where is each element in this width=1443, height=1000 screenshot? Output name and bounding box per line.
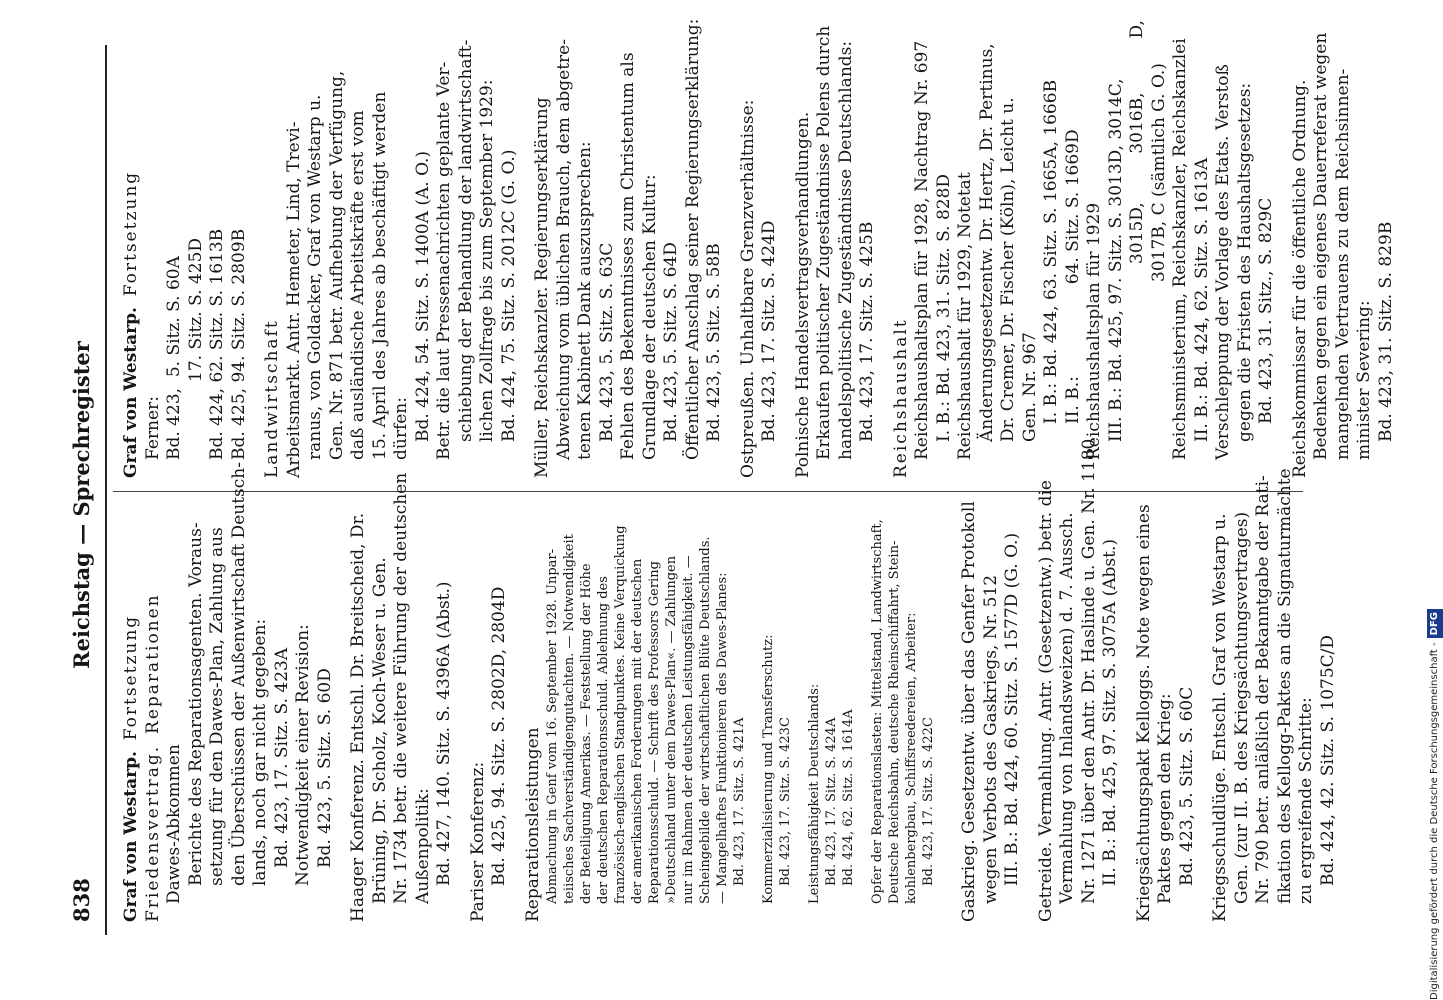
reference: I. B.: Bd. 424, 63. Sitz. S. 1665A, 1666B [1041,79,1061,424]
text-line: Reichshaushalt für 1929, Notetat [955,172,975,460]
reference: Bd. 424, 54. Sitz. S. 1400A (A. O.) [412,150,433,442]
reference: Bd. 424, 42. Sitz. S. 1075C/D [1317,634,1338,886]
reference: II. B.: 64. Sitz. S. 1669D [1062,129,1083,424]
entry-name: Graf von Westarp. [121,751,141,922]
text-line: Brüning, Dr. Scholz, Koch-Weser u. Gen. [369,557,390,904]
running-title: Reichstag — Sprechregister [69,341,94,669]
text-line: französisch-englischen Standpunktes. Keine Verquickung [613,525,628,904]
text-line: — Mangelhaftes Funktionieren des Dawes-Planes: [715,572,730,904]
sub-topic: Pariser Konferenz: [467,761,488,922]
text-line: minister Severing: [1354,300,1374,460]
reference: II. B.: Bd. 424, 62. Sitz. S. 1613A [1191,157,1212,442]
reference: Bd. 424, 62. Sitz. S. 1614A [841,709,856,886]
text-line: Verschleppung der Vorlage des Etats. Verstoß [1213,64,1233,460]
text-line: Arbeitsmarkt. Antr. Hemeter, Lind, Trevi- [283,121,304,478]
text-line: schiebung der Behandlung der landwirtschaft- [455,39,476,442]
mueller-entry [532,18,726,478]
text-line: wegen Verbots des Gaskriegs, Nr. 512 [980,574,1001,904]
text-line: teiisches Sachverständigengutachten. — Notwendigkeit [562,534,577,904]
text-line: Fehlen des Bekenntnisses zum Christentum als [618,52,638,460]
text-line: lichen Zollfrage bis zum September 1929: [477,79,497,442]
reference: 17. Sitz. S. 425D [185,237,206,382]
text-line: Abweichung vom üblichen Brauch, dem abgetre- [553,39,574,460]
reference: Bd. 423, 17. Sitz. S. 424D [759,220,779,442]
reference: Bd. 423, 5. Sitz. S. 58B [704,243,724,442]
text-line: nur im Rahmen der deutschen Leistungsfähigkeit. — [681,555,696,904]
sub-topic: Reichshaushalt [890,318,911,478]
text-line: Scheingebilde der wirtschaftlichen Blüte Deutschlands. [698,536,713,904]
text-line: Getreide. Vermahlung. Antr. (Gesetzentw.) betr. die [1035,480,1056,922]
running-head [65,50,105,960]
kriegsschuld-entry [1210,468,1339,922]
text-line: lands, noch gar nicht gegeben: [250,618,270,886]
ostpreussen-entry [738,54,781,478]
sub-topic: Reparationsleistungen [522,727,543,922]
header-rule [105,45,107,935]
reference: Bd. 424, 62. Sitz. S. 1613B [207,228,227,460]
text-line: Gen. Nr. 967 [1019,332,1040,442]
text-line: Deutsche Reichsbahn, deutsche Rheinschiffahrt, Stein- [887,540,902,904]
reference: Bd. 423, 17. Sitz. S. 423C [778,717,793,886]
text-line: Reparationsschuld. — Schrift des Professors Gering [647,561,662,904]
text-line: Reichsministerium, Reichskanzler, Reichskanzlei [1170,38,1190,460]
reference: Bd. 423, 31. Sitz., S. 829C [1256,197,1276,424]
text-line: der amerikanischen Forderungen mit der deutschen [630,558,645,904]
landwirtschaft-text [283,39,521,478]
text-line: Paktes gegen den Krieg: [1155,693,1175,904]
reichskommissar-entry [1289,32,1398,478]
reference: Bd. 423, 5. Sitz. S. 60D [314,668,335,868]
text-line: Erkaufen politischer Zugeständnisse Polens durch [814,25,834,460]
text-line: gegen die Fristen des Haushaltsgesetzes: [1234,82,1255,442]
subject-heading: Friedensvertrag. [142,744,163,922]
text-line: zu ergreifende Schritte: [1296,697,1316,904]
text-line: ranus, von Goldacker, Graf von Westarp u. [305,94,325,460]
column-divider [113,491,1303,492]
text-line: handelspolitische Zugeständnisse Deutschlands: [835,40,856,460]
continuation-label: Fortsetzung [121,170,141,297]
reference: Bd. 423, 5. Sitz. S. 60C [1176,686,1197,886]
kellogg-entry [1134,498,1199,922]
text-line: mangelnden Vertrauens zu dem Reichsinnen- [1332,68,1353,460]
left-column [121,438,1339,922]
text-line: »Deutschland unter dem Dawes-Plan«. — Zahlungen [664,555,679,904]
sub-topic: Notwendigkeit einer Revision: [293,624,313,886]
text-line: kohlenbergbau, Schiffsreedereien, Arbeiter: [904,612,919,904]
reference: Bd. 424, 75. Sitz. S. 2012C (G. O.) [498,149,519,442]
text-line: den Überschüssen der Außenwirtschaft Deutsch- [228,462,249,886]
sub-topic: Leistungsfähigkeit Deutschlands: [807,683,822,904]
sidenote-text: Digitalisierung gefördert durch die Deutsche Forschungsgemeinschaft - [1429,642,1440,1000]
reference: Bd. 425, 94. Sitz. S. 2802D, 2804D [489,586,509,886]
polnische-entry [792,25,879,478]
sub-topic: Ferner: [142,396,163,460]
dfg-logo: DFG [1427,609,1443,638]
reference: Bd. 423, 17. Sitz. S. 421A [732,717,747,886]
continuation-label: Fortsetzung [121,614,141,741]
reference: Bd. 427, 140. Sitz. S. 4396A (Abst.) [434,581,454,886]
text-line: dürfen: [391,397,411,460]
getreide-entry [1035,438,1122,922]
digitization-sidenote [1413,10,1440,1000]
page-number: 838 [69,878,94,922]
reference: Bd. 423, 17. Sitz. S. 424A [824,717,839,886]
reichshaushalt-entry [890,20,1278,478]
text-line: Berichte des Reparationsagenten. Voraus- [185,522,206,886]
reference: Bd. 423, 5. Sitz. S. 64D [661,242,681,442]
haager-entry [348,472,456,922]
entry-name: Graf von Westarp. [121,307,141,478]
text-line: Reichskommissar für die öffentliche Ordnung. [1289,79,1310,478]
text-line: Kriegsschuldlüge. Entschl. Graf von Westarp u. [1210,513,1230,922]
dawes-text [185,462,272,922]
reference: Bd. 423, 17. Sitz. S. 425B [857,221,877,442]
text-line: der deutschen Reparationsschuld. Ablehnung des [596,576,611,904]
text-line: 15. April des Jahres ab beschäftigt werden [369,91,390,460]
text-line: Reichshaushaltsplan für 1929 [1084,202,1104,460]
text-line: Dr. Cremer, Dr. Fischer (Köln), Leicht u. [998,97,1018,442]
text-line: Kriegsächtungspakt Kelloggs. Note wegen eines [1133,504,1154,922]
text-line: Betr. die laut Pressenachrichten geplante Ver- [434,61,454,460]
reference: III. B.: Bd. 424, 60. Sitz. S. 1577D (G. O.) [1002,532,1022,886]
rotated-page [65,18,1396,960]
text-line: Opfer der Reparationslasten: Mittelstand, Landwirtschaft, [870,519,885,904]
text-line: tenen Kabinett Dank auszusprechen: [575,141,595,460]
text-line: Grundlage der deutschen Kultur: [639,174,660,460]
sub-topic: Landwirtschaft [262,319,282,478]
text-line: Nr. 1271 über den Antr. Dr. Haslinde u. Gen. Nr. 1180 [1078,438,1099,904]
text-line: Außenpolitik: [412,788,433,904]
reference: Bd. 423, 31. Sitz. S. 829B [1375,221,1396,442]
reference: Bd. 423, 5. Sitz. S. 60A [164,256,184,460]
reference: 3017B, C (sämtlich G. O.) [1148,63,1169,282]
text-line: daß ausländische Arbeitskräfte erst vom [348,110,368,460]
gaskrieg-entry [959,498,1024,922]
text-line: Haager Konferenz. Entschl. Dr. Breitscheid, Dr. [348,512,368,922]
reference: III. B.: Bd. 425, 97. Sitz. S. 3013D, 3014C, [1105,78,1126,442]
text-line: Abmachung in Genf vom 16. September 1928. Unpar- [545,548,560,904]
text-line: Vermahlung von Inlandsweizen) d. 7. Aussch. [1057,512,1077,904]
text-line: Gaskrieg. Gesetzentw. über das Genfer Protokoll [959,501,979,922]
text-line: Polnische Handelsvertragsverhandlungen. [792,111,813,478]
text-line: Nr. 790 betr. anläßlich der Bekanntgabe der Rati- [1253,475,1273,904]
text-line: der Beteiligung Amerikas. — Feststellung der Höhe [579,563,594,904]
text-line: Bedenken gegen ein eigenes Dauerreferat wegen [1311,32,1331,460]
right-column [121,18,1397,478]
subject-subheading: Reparationen [142,593,163,734]
text-line: Gen. (zur II. B. des Kriegsächtungsvertrages) [1231,511,1252,904]
sub-topic: Kommerzialisierung und Transferschutz: [761,634,776,904]
reference: I. B.: Bd. 423, 31. Sitz. S. 828D [933,173,954,442]
text-line: setzung für den Dawes-Plan, Zahlung aus [207,527,227,886]
reference: II. B.: Bd. 425, 97. Sitz. S. 3075A (Abst.) [1100,539,1120,886]
reparations-text [544,498,937,922]
text-line: Änderungsgesetzentw. Dr. Hertz, Dr. Pertinus, [976,43,997,442]
reference: Bd. 423, 17. Sitz. S. 423A [271,647,292,868]
text-line: Reichshaushaltsplan für 1928, Nachtrag Nr. 697 [912,40,932,460]
text-line: fikation des Kellogg-Paktes an die Signaturmächte [1274,468,1295,904]
text-line: Gen. Nr. 871 betr. Aufhebung der Verfügung, [326,70,347,460]
reference: Bd. 423, 17. Sitz. S. 422C [921,717,936,886]
text-line: Müller, Reichskanzler. Regierungserklärung [532,97,552,478]
dawes-title: Dawes-Abkommen [164,744,184,904]
reference: Bd. 425, 94. Sitz. S. 2809B [228,228,249,460]
text-line: Ostpreußen. Unhaltbare Grenzverhältnisse: [737,99,758,478]
reference: Bd. 423, 5. Sitz. S. 63C [596,242,617,442]
reference: 3015D, 3016B, D, [1127,20,1147,264]
text-line: Nr. 1734 betr. die weitere Führung der deutschen [391,472,411,904]
text-line: Öffentlicher Anschlag seiner Regierungserklärung: [682,18,703,460]
